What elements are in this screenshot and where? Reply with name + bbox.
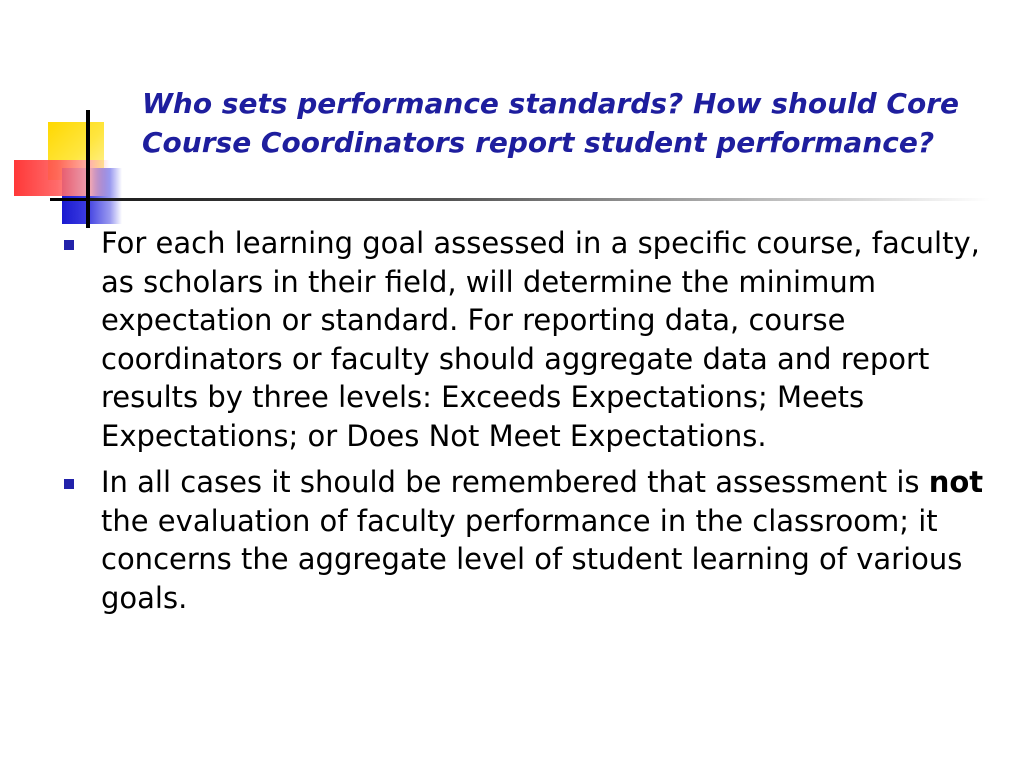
- bullet-text-after: the evaluation of faculty performance in the classroom; it concerns the aggregate level of student learning of various goals.: [101, 503, 963, 615]
- vertical-line-shape: [86, 110, 90, 228]
- bullet-emphasis: not: [928, 465, 984, 499]
- bullet-item-standards: [62, 224, 1002, 455]
- title-underline-rule: [90, 198, 990, 201]
- bullet-list: [62, 224, 1002, 625]
- bullet-text-before: In all cases it should be remembered that assessment is: [101, 465, 929, 499]
- red-bar-shape: [14, 160, 110, 196]
- square-bullet-icon: [64, 479, 74, 489]
- square-bullet-icon: [64, 240, 74, 250]
- bullet-item-assessment-note: [62, 463, 1002, 617]
- slide-title: Who sets performance standards? How should Core Course Coordinators report student performance?: [142, 87, 960, 159]
- bullet-text: For each learning goal assessed in a specific course, faculty, as scholars in their field, will determine the minimum expectation or standard. For reporting data, course coordinators or faculty should aggregate data and report results by three levels: Exceeds Expectations; Meets Expectations; or Does Not Meet Expectations.: [101, 226, 980, 453]
